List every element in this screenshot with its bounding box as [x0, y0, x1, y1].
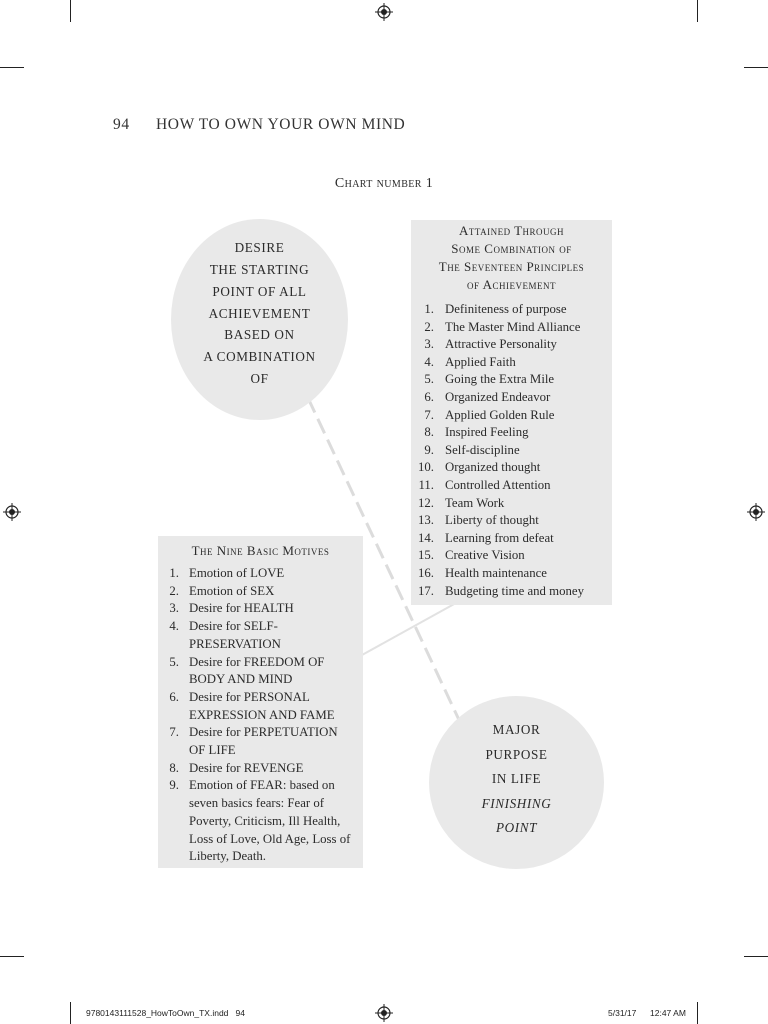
motive-item-number: 3. [169, 601, 179, 616]
motive-item-number: 7. [169, 725, 179, 740]
principle-item-number: 1. [424, 302, 434, 316]
principles-heading: Attained Through Some Combination of The Seventeen Principles of Achievement [438, 223, 585, 292]
principle-item-text: The Master Mind Alliance [445, 319, 581, 334]
principle-item-number: 17. [418, 583, 434, 598]
page-number: 94 [113, 116, 130, 133]
principle-item-number: 9. [424, 442, 434, 457]
motives-heading: The Nine Basic Motives [191, 543, 330, 558]
motive-item-number: 8. [169, 760, 179, 775]
motive-item [158, 565, 363, 583]
principle-item [411, 354, 612, 372]
motive-item [158, 618, 363, 653]
motive-item-text: Emotion of SEX [189, 583, 275, 598]
principle-item-number: 5. [424, 372, 434, 387]
motive-item [158, 654, 363, 689]
principle-item [411, 301, 612, 319]
principle-item-text: Organized Endeavor [445, 389, 551, 404]
major-purpose-text [482, 718, 552, 841]
principle-item-number: 7. [424, 407, 434, 422]
motive-item [158, 724, 363, 759]
principle-item [411, 477, 612, 495]
principle-item-text: Definiteness of purpose [445, 302, 567, 316]
principle-item-text: Budgeting time and money [445, 583, 584, 598]
desire-line: DESIRE [234, 240, 285, 256]
principles-list [411, 301, 612, 600]
desire-line: A COMBINATION [203, 349, 316, 365]
footer-time: 12:47 AM [650, 1008, 686, 1018]
motive-item [158, 600, 363, 618]
principle-item-number: 2. [424, 319, 434, 334]
principle-item [411, 424, 612, 442]
principle-item [411, 459, 612, 477]
desire-line: THE STARTING [209, 262, 310, 277]
motive-item-text: Desire for HEALTH [189, 601, 294, 616]
principle-item [411, 442, 612, 460]
purpose-line: FINISHING [481, 795, 552, 811]
principle-item [411, 512, 612, 530]
motive-item-number: 9. [169, 778, 179, 793]
nine-basic-motives-box [158, 536, 363, 868]
principle-item [411, 530, 612, 548]
purpose-line: POINT [495, 820, 538, 836]
principle-item-text: Creative Vision [445, 548, 525, 563]
footer-date: 5/31/17 [608, 1008, 637, 1018]
motive-item-text: Desire for FREEDOM OF BODY AND MIND [189, 654, 325, 687]
motive-item [158, 760, 363, 778]
principle-item-text: Team Work [445, 495, 505, 510]
principle-item-text: Going the Extra Mile [445, 372, 555, 387]
principle-item [411, 583, 612, 601]
principle-item [411, 407, 612, 425]
seventeen-principles-box [411, 220, 612, 605]
desire-line: ACHIEVEMENT [208, 305, 311, 321]
motive-item-text: Desire for PERPETUATION OF LIFE [189, 725, 338, 758]
motive-item-number: 2. [169, 583, 179, 598]
motive-item [158, 777, 363, 866]
purpose-line: IN LIFE [491, 771, 542, 787]
desire-starting-point-ellipse [171, 219, 348, 420]
principle-item-number: 11. [418, 477, 434, 492]
principle-item [411, 495, 612, 513]
desire-text [203, 237, 315, 390]
principle-item-number: 6. [424, 389, 434, 404]
principle-item [411, 389, 612, 407]
principle-item [411, 319, 612, 337]
principle-item-number: 12. [418, 495, 434, 510]
principle-item-number: 14. [418, 530, 434, 545]
principle-item-text: Learning from defeat [445, 530, 554, 545]
desire-line: BASED ON [224, 327, 295, 343]
motive-item-number: 6. [169, 689, 179, 704]
desire-line: OF [250, 370, 269, 386]
principle-item-number: 8. [424, 425, 434, 440]
principle-item [411, 547, 612, 565]
purpose-line: MAJOR [492, 722, 541, 738]
chart-title: Chart number 1 [334, 176, 434, 191]
motive-item-number: 4. [169, 619, 179, 634]
principle-item-text: Health maintenance [445, 565, 547, 580]
footer-file-info: 9780143111528_HowToOwn_TX.indd 94 [86, 1008, 245, 1018]
motive-item-text: Emotion of LOVE [189, 566, 285, 580]
motives-list [158, 565, 363, 866]
motive-item-text: Desire for REVENGE [189, 760, 304, 775]
book-title: HOW TO OWN YOUR OWN MIND [156, 116, 406, 133]
principle-item-text: Attractive Personality [445, 337, 557, 352]
motive-item [158, 689, 363, 724]
motive-item [158, 583, 363, 601]
principle-item-number: 4. [424, 354, 434, 369]
principle-item-text: Inspired Feeling [445, 425, 529, 440]
major-purpose-finishing-point-ellipse [429, 696, 604, 869]
principle-item [411, 565, 612, 583]
motive-item-text: Desire for SELF-PRESERVATION [189, 619, 281, 651]
motive-item-text: Emotion of FEAR: based on seven basics fears: Fear of Poverty, Criticism, Ill Health, Loss of Love, Old Age, Loss of Liberty, Death. [189, 778, 351, 864]
principle-item-number: 15. [418, 548, 434, 563]
motive-item-text: Desire for PERSONAL EXPRESSION AND FAME [189, 689, 335, 722]
principle-item [411, 371, 612, 389]
principle-item-text: Applied Faith [445, 354, 516, 369]
desire-line: POINT OF ALL [212, 283, 307, 299]
principle-item-number: 10. [418, 460, 434, 475]
principle-item-number: 13. [418, 513, 434, 528]
principle-item-text: Applied Golden Rule [445, 407, 555, 422]
motive-item-number: 5. [169, 654, 179, 669]
principle-item [411, 336, 612, 354]
motive-item-number: 1. [169, 566, 179, 580]
principle-item-text: Organized thought [445, 460, 541, 475]
principle-item-number: 16. [418, 565, 434, 580]
principle-item-text: Self-discipline [445, 442, 520, 457]
principle-item-text: Controlled Attention [445, 477, 551, 492]
purpose-line: PURPOSE [485, 746, 548, 762]
principle-item-number: 3. [424, 337, 434, 352]
principle-item-text: Liberty of thought [445, 513, 539, 528]
